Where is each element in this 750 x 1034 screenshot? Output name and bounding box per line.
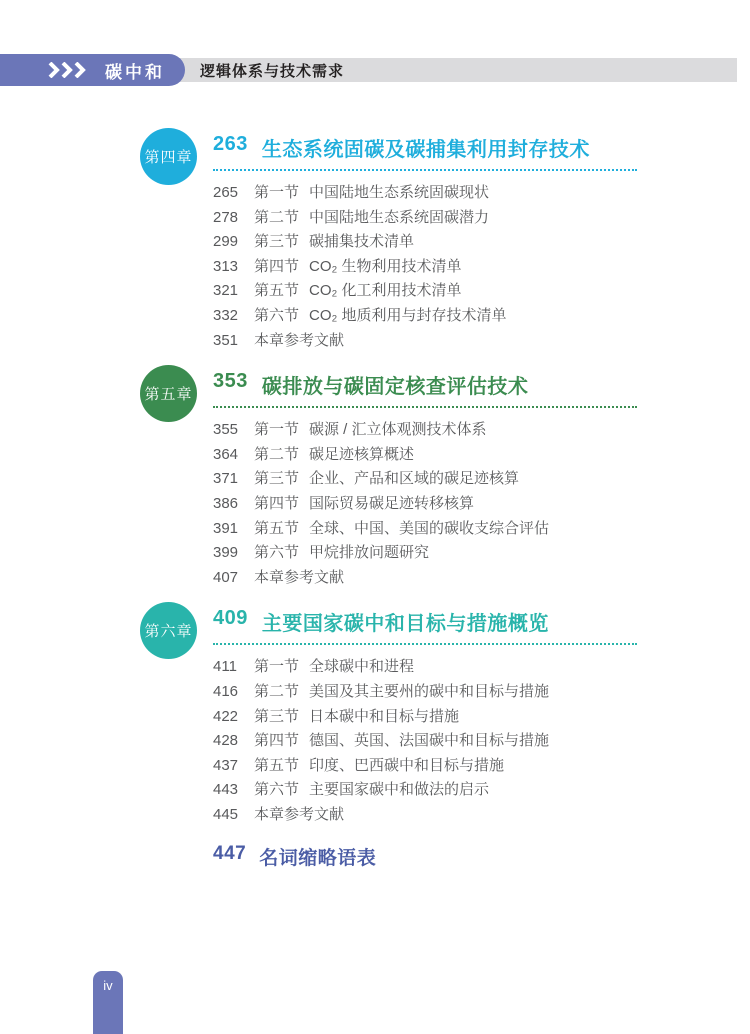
toc-entry [213,304,637,329]
chapter-block [140,365,637,590]
toc-entry [213,329,637,354]
entry-section-label: 第六节 [254,306,300,324]
entry-section-label: 第二节 [254,682,300,700]
toc-entry [213,705,637,730]
entry-title: 碳源 / 汇立体观测技术体系 [309,421,487,439]
chapter-badge: 第四章 [140,128,197,185]
entry-section-label: 第一节 [254,658,300,676]
page-number: iv [103,978,113,993]
toc-entry [213,754,637,779]
dotted-divider [213,169,637,171]
entry-section-label: 第四节 [254,732,300,750]
triple-right-chevron-icon [48,62,92,78]
entry-title: 企业、产品和区域的碳足迹核算 [309,470,520,488]
header-bar [0,58,737,82]
entry-title: CO₂ 生物利用技术清单 [309,257,462,275]
entry-title: 本章参考文献 [254,805,345,823]
chapter-block [140,128,637,353]
entry-section-label: 第六节 [254,544,300,562]
entry-title: 中国陆地生态系统固碳潜力 [309,208,490,226]
entry-page-number: 391 [213,519,239,537]
entry-section-label: 第四节 [254,257,300,275]
entry-page-number: 332 [213,306,239,324]
toc-entry [213,803,637,828]
entry-page-number: 313 [213,257,239,275]
chapter-page-number: 263 [213,133,248,155]
toc-entry [213,230,637,255]
section-list [213,181,637,353]
entry-title: 甲烷排放问题研究 [309,544,430,562]
entry-page-number: 443 [213,781,239,799]
chapter-title-row [213,133,637,162]
header-subtitle: 逻辑体系与技术需求 [200,62,345,80]
chapter-header [140,365,637,422]
chapter-heading [213,602,637,645]
entry-title: 主要国家碳中和做法的启示 [309,781,490,799]
chapter-header [140,602,637,659]
chapter-block [140,602,637,827]
entry-title: 日本碳中和目标与措施 [309,707,460,725]
chapter-title-row [213,607,637,636]
toc-entry [213,467,637,492]
entry-page-number: 278 [213,208,239,226]
entry-page-number: 416 [213,682,239,700]
chapter-badge: 第六章 [140,602,197,659]
entry-section-label: 第三节 [254,707,300,725]
entry-page-number: 265 [213,184,239,201]
entry-section-label: 第二节 [254,445,300,463]
chapter-title: 碳排放与碳固定核查评估技术 [261,376,529,399]
entry-page-number: 371 [213,470,239,488]
brand-pill [0,54,185,86]
entry-page-number: 321 [213,282,239,300]
entry-section-label: 第五节 [254,519,300,537]
entry-page-number: 428 [213,732,239,750]
toc-entry [213,541,637,566]
entry-page-number: 351 [213,331,239,349]
entry-section-label: 第五节 [254,282,300,300]
page-number-tab [93,971,123,1034]
chapter-page-number: 353 [213,370,248,393]
dotted-divider [213,406,637,408]
chapter-title: 生态系统固碳及碳捕集利用封存技术 [261,139,590,161]
entry-title: 德国、英国、法国碳中和目标与措施 [309,732,550,750]
toc-appendix-entry [213,843,376,870]
entry-title: 本章参考文献 [254,331,345,349]
entry-page-number: 355 [213,421,239,439]
chapter-heading [213,128,637,171]
toc-entry [213,206,637,231]
toc-entry [213,418,637,443]
entry-section-label: 第一节 [254,184,300,201]
table-of-contents [140,128,637,839]
entry-page-number: 364 [213,445,239,463]
chapter-page-number: 409 [213,607,248,630]
entry-title: CO₂ 地质利用与封存技术清单 [309,306,507,324]
chapter-title-row [213,370,637,399]
toc-entry [213,680,637,705]
entry-section-label: 第二节 [254,208,300,226]
toc-entry [213,729,637,754]
entry-section-label: 第六节 [254,781,300,799]
entry-title: 美国及其主要州的碳中和目标与措施 [309,682,550,700]
entry-title: 国际贸易碳足迹转移核算 [309,494,475,512]
entry-page-number: 407 [213,568,239,586]
section-list [213,418,637,590]
chapter-header [140,128,637,185]
entry-title: 印度、巴西碳中和目标与措施 [309,756,505,774]
chapter-badge: 第五章 [140,365,197,422]
toc-entry [213,279,637,304]
entry-section-label: 第五节 [254,756,300,774]
entry-title: 碳捕集技术清单 [309,233,415,251]
toc-entry [213,181,637,206]
entry-title: 碳足迹核算概述 [309,445,415,463]
entry-title: 全球、中国、美国的碳收支综合评估 [309,519,550,537]
toc-entry [213,566,637,591]
entry-section-label: 第一节 [254,421,300,439]
chapter-title: 主要国家碳中和目标与措施概览 [261,613,549,636]
toc-entry [213,443,637,468]
entry-section-label: 第三节 [254,470,300,488]
entry-page-number: 445 [213,805,239,823]
entry-title: 中国陆地生态系统固碳现状 [309,184,490,201]
appendix-page-number: 447 [213,843,247,864]
entry-page-number: 299 [213,233,239,251]
toc-entry [213,517,637,542]
entry-page-number: 411 [213,658,237,676]
section-list [213,655,637,827]
toc-entry [213,492,637,517]
entry-title: 全球碳中和进程 [309,658,415,676]
entry-page-number: 399 [213,544,239,562]
entry-section-label: 第四节 [254,494,300,512]
appendix-title: 名词缩略语表 [259,848,377,869]
toc-entry [213,255,637,280]
entry-title: 本章参考文献 [254,568,345,586]
toc-entry [213,655,637,680]
dotted-divider [213,643,637,645]
entry-page-number: 422 [213,707,239,725]
brand-title: 碳中和 [105,62,165,82]
entry-title: CO₂ 化工利用技术清单 [309,282,462,300]
entry-page-number: 437 [213,756,239,774]
entry-section-label: 第三节 [254,233,300,251]
toc-entry [213,778,637,803]
chapter-heading [213,365,637,408]
entry-page-number: 386 [213,494,239,512]
